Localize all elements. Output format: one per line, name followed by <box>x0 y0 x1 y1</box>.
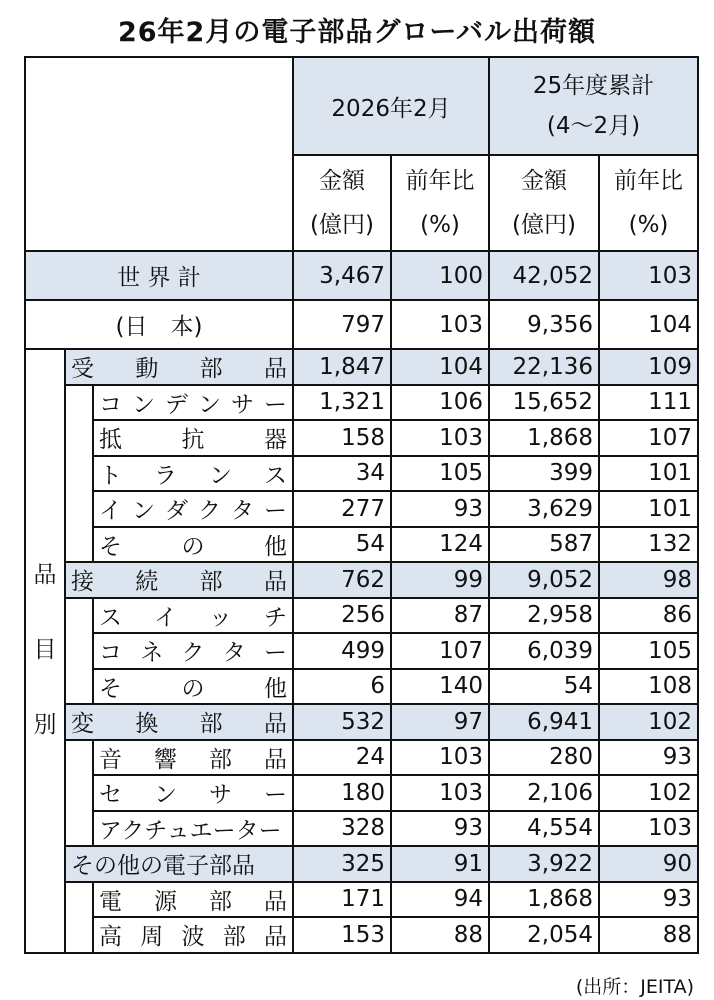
cell-m-amt: 762 <box>293 562 391 598</box>
cell-m-amt: 325 <box>293 846 391 882</box>
item-label-text <box>99 670 287 703</box>
cell-c-amt: 2,958 <box>489 598 599 634</box>
label-char: ー <box>264 640 287 667</box>
label-char: 部 <box>199 356 223 383</box>
cell-c-amt: 1,868 <box>489 420 599 456</box>
cell-m-amt: 153 <box>293 917 391 953</box>
label-char: 音 <box>99 746 122 773</box>
indent-cell <box>65 598 93 705</box>
item-label-text <box>99 528 287 561</box>
header-amount-line2: (億円) <box>512 212 576 238</box>
label-char: ー <box>264 498 287 525</box>
cell-c-amt: 6,039 <box>489 633 599 669</box>
header-month: 2026年2月 <box>293 57 489 155</box>
header-ratio-line1: 前年比 <box>614 168 684 194</box>
item-label <box>93 456 293 492</box>
cell-m-amt: 3,467 <box>293 251 391 300</box>
item-label <box>93 917 293 953</box>
item-label <box>93 669 293 705</box>
source-note: (出所：JEITA) <box>575 976 694 998</box>
indent-cell <box>65 882 93 953</box>
label-char: セ <box>99 782 122 809</box>
cell-c-ratio: 102 <box>599 704 698 740</box>
item-row <box>25 811 698 847</box>
label-char: 他 <box>264 675 287 702</box>
header-cumulative-line2: (4～2月) <box>546 113 641 139</box>
item-row <box>25 633 698 669</box>
side-label-char: 品 <box>33 562 57 589</box>
label-char: コ <box>99 640 122 667</box>
item-label <box>93 633 293 669</box>
cell-m-ratio: 124 <box>391 527 489 563</box>
cell-c-ratio: 103 <box>599 811 698 847</box>
shipment-table <box>24 56 699 954</box>
summary-label-text: (日 本) <box>115 314 203 340</box>
label-char: イ <box>154 604 177 631</box>
cell-c-amt: 54 <box>489 669 599 705</box>
cell-m-ratio: 103 <box>391 420 489 456</box>
cell-c-ratio: 107 <box>599 420 698 456</box>
item-label <box>93 385 293 421</box>
cell-c-ratio: 108 <box>599 669 698 705</box>
item-row <box>25 527 698 563</box>
summary-label <box>25 251 293 300</box>
cell-m-amt: 180 <box>293 775 391 811</box>
cell-m-ratio: 105 <box>391 456 489 492</box>
cell-c-ratio: 103 <box>599 251 698 300</box>
group-label <box>65 704 293 740</box>
cell-m-ratio: 106 <box>391 385 489 421</box>
label-char: ダ <box>165 498 188 525</box>
cell-m-ratio: 103 <box>391 740 489 776</box>
cell-m-ratio: 87 <box>391 598 489 634</box>
group-row <box>25 846 698 882</box>
item-label-text <box>99 492 287 525</box>
cell-m-amt: 256 <box>293 598 391 634</box>
cell-c-ratio: 109 <box>599 349 698 385</box>
header-month-amount <box>293 155 391 251</box>
item-row <box>25 598 698 634</box>
cell-m-amt: 328 <box>293 811 391 847</box>
cell-c-ratio: 93 <box>599 882 698 918</box>
summary-label <box>25 300 293 349</box>
label-char: 部 <box>209 746 232 773</box>
label-char: ン <box>154 782 177 809</box>
item-label-text <box>99 421 287 454</box>
cell-c-ratio: 101 <box>599 491 698 527</box>
label-char: タ <box>231 498 254 525</box>
label-char: 電 <box>99 888 122 915</box>
cell-c-ratio: 93 <box>599 740 698 776</box>
cell-m-ratio: 91 <box>391 846 489 882</box>
label-char: ス <box>264 462 287 489</box>
cell-m-ratio: 103 <box>391 775 489 811</box>
header-ratio-line2: (%) <box>420 212 460 238</box>
label-char: ク <box>198 498 221 525</box>
cell-c-amt: 9,052 <box>489 562 599 598</box>
label-char: ー <box>264 782 287 809</box>
cell-m-ratio: 93 <box>391 491 489 527</box>
label-char: 続 <box>135 569 159 596</box>
item-label-text <box>99 741 287 774</box>
label-char: 部 <box>209 888 232 915</box>
group-row <box>25 562 698 598</box>
cell-c-ratio: 102 <box>599 775 698 811</box>
label-char: 部 <box>199 711 223 738</box>
cell-c-amt: 6,941 <box>489 704 599 740</box>
cell-m-amt: 24 <box>293 740 391 776</box>
label-char: 源 <box>154 888 177 915</box>
label-char: 品 <box>264 746 287 773</box>
cell-c-amt: 1,868 <box>489 882 599 918</box>
item-row <box>25 385 698 421</box>
label-char: 動 <box>135 356 159 383</box>
label-char: の <box>181 675 205 702</box>
header-cumulative-line1: 25年度累計 <box>532 73 655 99</box>
cell-c-amt: 22,136 <box>489 349 599 385</box>
item-row <box>25 775 698 811</box>
cell-c-amt: 3,629 <box>489 491 599 527</box>
header-corner <box>25 57 293 251</box>
item-label <box>93 740 293 776</box>
label-char: チ <box>264 604 287 631</box>
item-row <box>25 882 698 918</box>
item-label <box>93 491 293 527</box>
group-label <box>65 349 293 385</box>
label-char: ン <box>198 391 221 418</box>
label-char: 変 <box>71 711 94 738</box>
indent-cell <box>65 385 93 563</box>
cell-c-amt: 15,652 <box>489 385 599 421</box>
label-char: サ <box>231 391 254 418</box>
cell-m-ratio: 93 <box>391 811 489 847</box>
cell-m-amt: 797 <box>293 300 391 349</box>
item-row <box>25 917 698 953</box>
header-ratio-line1: 前年比 <box>405 168 475 194</box>
cell-m-amt: 1,321 <box>293 385 391 421</box>
cell-m-amt: 499 <box>293 633 391 669</box>
label-char: 抵 <box>99 427 122 454</box>
cell-m-ratio: 97 <box>391 704 489 740</box>
item-label-text <box>99 883 287 916</box>
cell-c-ratio: 88 <box>599 917 698 953</box>
header-amount-line2: (億円) <box>310 212 374 238</box>
cell-c-ratio: 101 <box>599 456 698 492</box>
cell-m-ratio: 104 <box>391 349 489 385</box>
cell-c-ratio: 132 <box>599 527 698 563</box>
header-ratio-line2: (%) <box>628 212 669 238</box>
label-char: 品 <box>263 356 287 383</box>
label-char: 響 <box>154 746 177 773</box>
item-row <box>25 669 698 705</box>
label-char: 受 <box>71 356 94 383</box>
label-char: ク <box>181 640 205 667</box>
cell-c-amt: 3,922 <box>489 846 599 882</box>
cell-m-amt: 54 <box>293 527 391 563</box>
label-char: デ <box>165 391 188 418</box>
item-label-text <box>99 634 287 667</box>
item-label-text <box>99 457 287 490</box>
label-char: ラ <box>154 462 177 489</box>
label-char: の <box>181 533 205 560</box>
item-label <box>93 420 293 456</box>
header-amount-line1: 金額 <box>319 168 365 194</box>
item-label-text <box>99 918 287 951</box>
cell-m-ratio: 99 <box>391 562 489 598</box>
cell-m-amt: 6 <box>293 669 391 705</box>
cell-c-ratio: 104 <box>599 300 698 349</box>
item-row <box>25 491 698 527</box>
label-char: 抗 <box>181 427 205 454</box>
cell-m-amt: 277 <box>293 491 391 527</box>
label-char: そ <box>99 675 122 702</box>
label-char: ン <box>209 462 232 489</box>
cell-c-amt: 2,106 <box>489 775 599 811</box>
cell-c-ratio: 111 <box>599 385 698 421</box>
label-char: ン <box>132 498 155 525</box>
summary-row <box>25 300 698 349</box>
label-char: 品 <box>263 569 287 596</box>
group-label-text: その他の電子部品 <box>71 853 255 880</box>
group-label <box>65 562 293 598</box>
cell-m-ratio: 140 <box>391 669 489 705</box>
group-label-text <box>71 350 287 383</box>
page-title: 26年2月の電子部品グローバル出荷額 <box>117 17 596 48</box>
label-char: サ <box>209 782 232 809</box>
item-row <box>25 456 698 492</box>
side-category-label <box>25 349 65 953</box>
label-char: ー <box>264 391 287 418</box>
label-char: 周 <box>140 924 164 951</box>
label-char: 品 <box>263 711 287 738</box>
cell-m-amt: 1,847 <box>293 349 391 385</box>
cell-c-amt: 587 <box>489 527 599 563</box>
cell-m-ratio: 103 <box>391 300 489 349</box>
label-char: タ <box>222 640 246 667</box>
cell-c-amt: 9,356 <box>489 300 599 349</box>
label-char: ッ <box>209 604 232 631</box>
group-row <box>25 349 698 385</box>
label-char: ネ <box>140 640 164 667</box>
header-amount-line1: 金額 <box>521 168 568 194</box>
group-row <box>25 704 698 740</box>
item-label <box>93 775 293 811</box>
header-month-ratio <box>391 155 489 251</box>
summary-label-text: 世 界 計 <box>117 265 201 291</box>
label-char: 器 <box>264 427 287 454</box>
cell-c-amt: 42,052 <box>489 251 599 300</box>
cell-c-amt: 2,054 <box>489 917 599 953</box>
cell-m-ratio: 88 <box>391 917 489 953</box>
cell-m-amt: 532 <box>293 704 391 740</box>
label-char: 換 <box>135 711 159 738</box>
cell-c-ratio: 98 <box>599 562 698 598</box>
cell-m-ratio: 100 <box>391 251 489 300</box>
item-label-text <box>99 599 287 632</box>
cell-m-amt: 34 <box>293 456 391 492</box>
header-cum-amount <box>489 155 599 251</box>
side-label-char: 別 <box>33 712 57 739</box>
item-label-text: アクチュエーター <box>99 817 282 844</box>
header-cumulative <box>489 57 698 155</box>
cell-c-ratio: 86 <box>599 598 698 634</box>
label-char: そ <box>99 533 122 560</box>
label-char: 波 <box>181 924 205 951</box>
cell-m-amt: 158 <box>293 420 391 456</box>
item-label <box>93 811 293 847</box>
label-char: 高 <box>99 924 122 951</box>
indent-cell <box>65 740 93 847</box>
summary-row <box>25 251 698 300</box>
label-char: 品 <box>264 924 287 951</box>
header-cum-ratio <box>599 155 698 251</box>
cell-c-ratio: 105 <box>599 633 698 669</box>
label-char: ン <box>132 391 155 418</box>
cell-c-ratio: 90 <box>599 846 698 882</box>
group-label-text <box>71 563 287 596</box>
label-char: 接 <box>71 569 94 596</box>
item-label <box>93 598 293 634</box>
side-label-char: 目 <box>33 637 57 664</box>
label-char: 品 <box>264 888 287 915</box>
label-char: 他 <box>264 533 287 560</box>
cell-m-ratio: 94 <box>391 882 489 918</box>
item-label-text <box>99 386 287 419</box>
item-row <box>25 740 698 776</box>
group-label <box>65 846 293 882</box>
label-char: ト <box>99 462 122 489</box>
cell-m-ratio: 107 <box>391 633 489 669</box>
label-char: イ <box>99 498 122 525</box>
cell-c-amt: 4,554 <box>489 811 599 847</box>
item-label <box>93 527 293 563</box>
label-char: コ <box>99 391 122 418</box>
group-label-text <box>71 705 287 738</box>
cell-m-amt: 171 <box>293 882 391 918</box>
label-char: 部 <box>199 569 223 596</box>
item-label-text <box>99 776 287 809</box>
label-char: ス <box>99 604 122 631</box>
label-char: 部 <box>222 924 246 951</box>
cell-c-amt: 280 <box>489 740 599 776</box>
item-row <box>25 420 698 456</box>
cell-c-amt: 399 <box>489 456 599 492</box>
item-label <box>93 882 293 918</box>
